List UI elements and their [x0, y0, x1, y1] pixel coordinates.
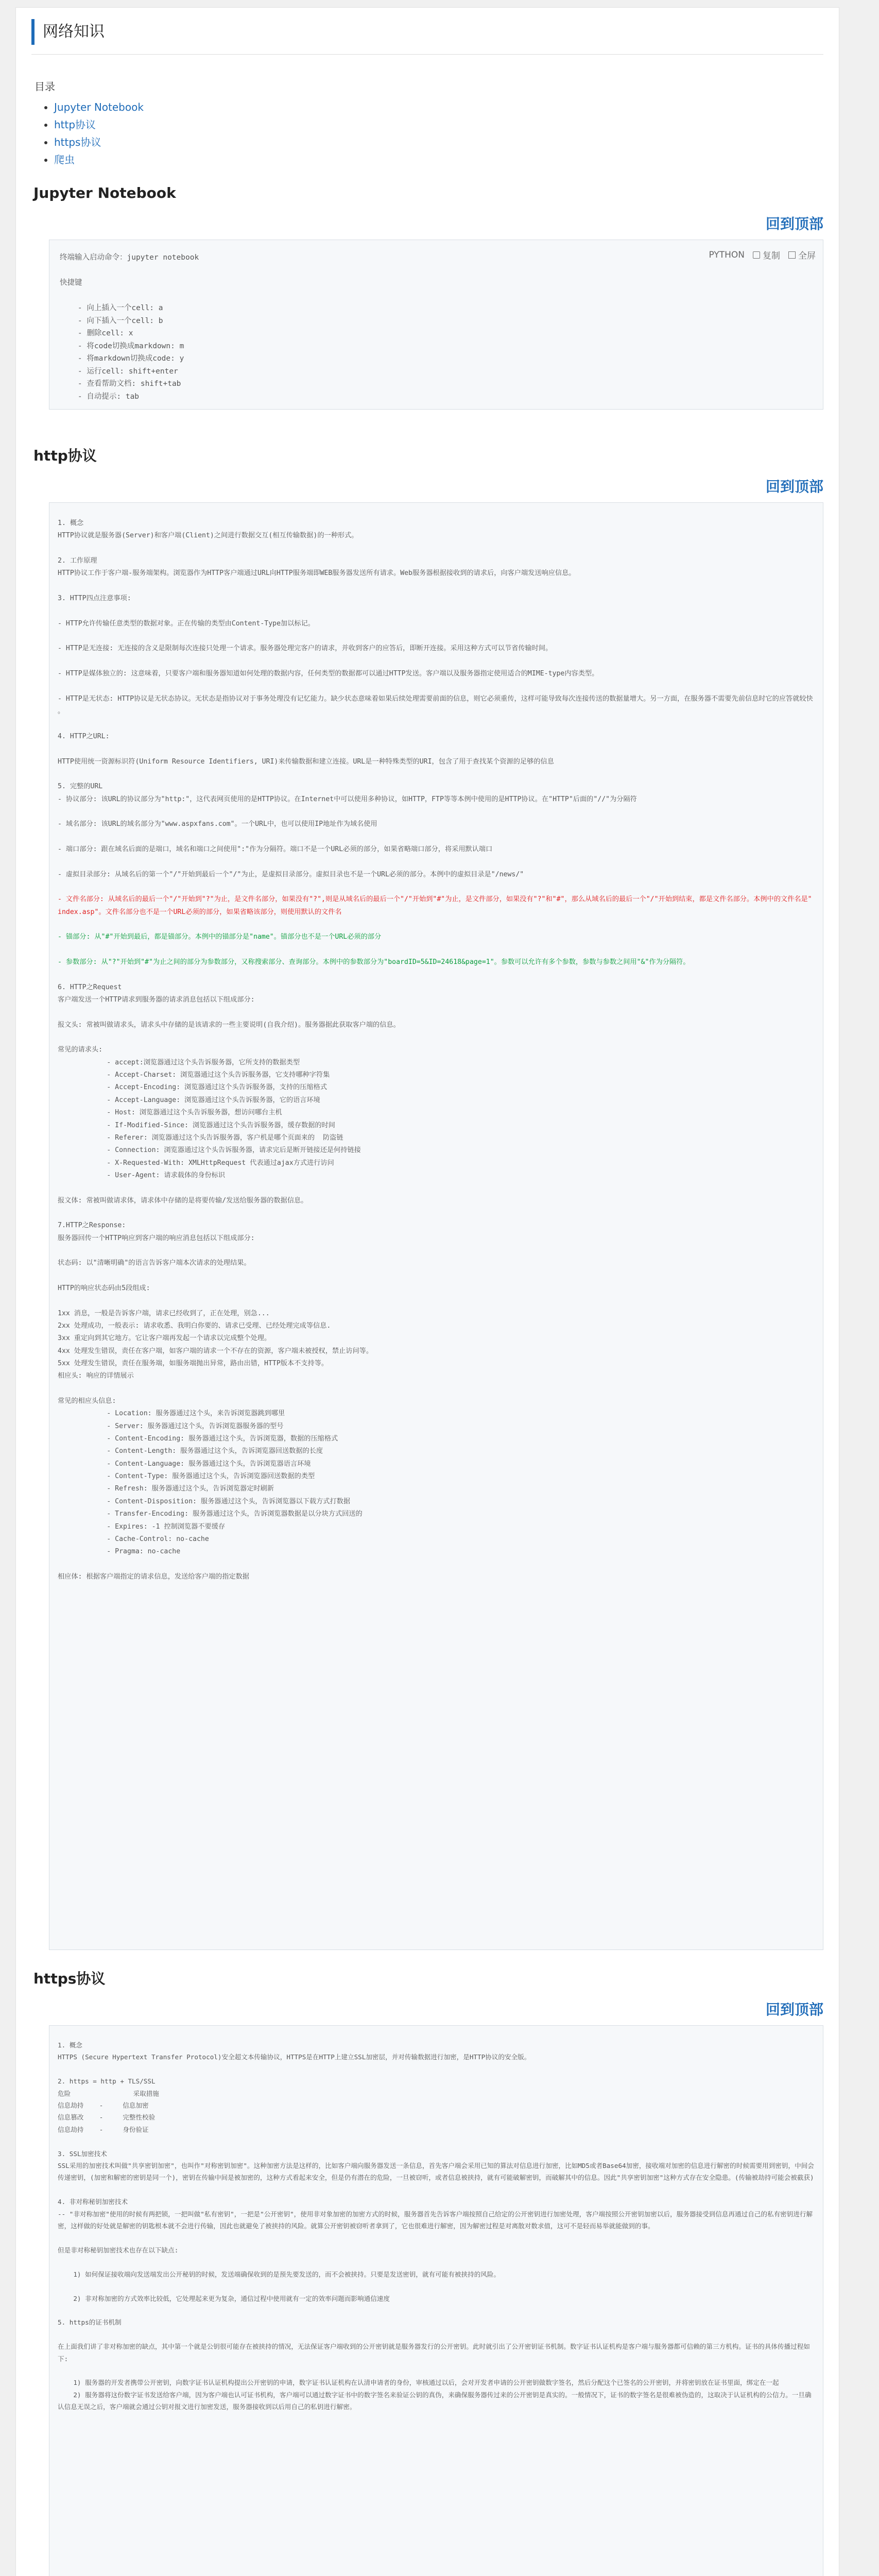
- code-line: [58, 1006, 815, 1019]
- page-title: 网络知识: [31, 19, 839, 45]
- code-line: - X-Requested-With: XMLHttpRequest 代表通过ajax方式进行访问: [58, 1159, 334, 1167]
- toc-link-https[interactable]: https协议: [54, 136, 101, 148]
- code-line: [60, 264, 813, 277]
- code-line: - If-Modified-Since: 浏览器通过这个头告诉服务器，缓存数据的时间: [58, 1121, 335, 1129]
- code-line: - Referer: 浏览器通过这个头告诉服务器，客户机是哪个页面来的 防盗链: [58, 1133, 343, 1142]
- table-of-contents: [16, 78, 839, 168]
- toc-item: [54, 98, 839, 116]
- toc-link-jupyter[interactable]: Jupyter Notebook: [54, 101, 144, 113]
- code-line: 密，这样做的好处就是解密的钥匙根本就不会进行传输，因此也就避免了被挟持的风险。就算公开密钥被窃听者拿到了，它也很难进行解密，因为解密过程是对离散对数求值，这可不是轻而易举就能做到的事。: [58, 2222, 654, 2230]
- code-line: [58, 1207, 815, 1219]
- code-line: 但是非对称秘钥加密技术也存在以下缺点:: [58, 2246, 179, 2254]
- code-line: 相应头: 响应的详情展示: [58, 1372, 134, 1380]
- code-line: 3. SSL加密技术: [58, 2149, 107, 2158]
- title-divider: [31, 54, 823, 55]
- code-toolbar: [709, 248, 816, 261]
- code-line: [58, 2329, 815, 2341]
- code-line: [58, 1031, 815, 1044]
- code-line: 2) 非对称加密的方式效率比较低，它处理起来更为复杂，通信过程中使用就有一定的效率问题而影响通信速度: [58, 2294, 390, 2302]
- code-line: - 将code切换成markdown: m: [60, 342, 184, 350]
- code-line: 状态码: 以"清晰明确"的语言告诉客户端本次请求的处理结果。: [58, 1259, 251, 1267]
- code-language-label: PYTHON: [709, 249, 745, 260]
- code-line: [58, 2365, 815, 2377]
- code-line: 1) 服务器的开发者携带公开密钥，向数字证书认证机构提出公开密钥的申请，数字证书认证机构在认清申请者的身份，审核通过以后，会对开发者申请的公开密钥做数字签名，然后分配这个已签名的公开密钥，并将密钥放在证书里面，绑定在一起: [58, 2379, 779, 2387]
- code-line: 传递密钥，(加密和解密的密钥是同一个)，密钥在传输中间是被加密的，这种方式看起来安全，但是仍有潜在的危险，一旦被窃听，或者信息被挟持，就有可能破解密钥，而破解其中的信息。因此"共享密钥加密"这种方式存在安全隐患。(传输被劫持可能会被截获): [58, 2174, 814, 2182]
- toc-item: [54, 116, 839, 133]
- code-line: - Content-Encoding: 服务器通过这个头，告诉浏览器，数据的压缩格式: [58, 1435, 338, 1443]
- code-line: 1xx 消息，一般是告诉客户端，请求已经收到了，正在处理，别急...: [58, 1309, 270, 1317]
- toc-link-crawler[interactable]: 爬虫: [54, 154, 75, 166]
- code-content: [49, 503, 823, 1598]
- code-line: [58, 2256, 815, 2268]
- code-line: 客户端发送一个HTTP请求到服务器的请求消息包括以下组成部分:: [58, 996, 255, 1004]
- code-line: 3xx 重定向到其它地方。它让客户端再发起一个请求以完成整个处理。: [58, 1334, 271, 1343]
- code-line: - Accept-Charset: 浏览器通过这个头告诉服务器，它支持哪种字符集: [58, 1071, 330, 1079]
- code-line: - 删除cell: x: [60, 329, 133, 337]
- code-line: index.asp"。文件名部分也不是一个URL必须的部分，如果省略该部分，则使用默认的文件名: [58, 908, 342, 916]
- code-line: [60, 290, 813, 302]
- code-line: 1. 概念: [58, 519, 84, 527]
- code-content: [49, 2026, 823, 2427]
- code-line: HTTP协议工作于客户端-服务端架构。浏览器作为HTTP客户端通过URL向HTTP服务端即WEB服务器发送所有请求。Web服务器根据接收到的请求后，向客户端发送响应信息。: [58, 569, 576, 578]
- toc-item: [54, 133, 839, 151]
- code-line: 2) 服务器将这份数字证书发送给客户端，因为客户端也认可证书机构，客户端可以通过数字证书中的数字签名来验证公钥的真伪，来确保服务器传过来的公开密钥是真实的。一般情况下，证书的数字签名是很难被伪造的，这取决于认证机构的公信力。一旦确: [58, 2391, 812, 2399]
- code-line: - HTTP是无状态: HTTP协议是无状态协议。无状态是指协议对于事务处理没有记忆能力。缺少状态意味着如果后续处理需要前面的信息，则它必须重传，这样可能导致每次连接传送的数据量增大。另一方面，在服务器不需要先前信息时它的应答就较快: [58, 694, 813, 703]
- code-content: [49, 240, 823, 410]
- code-line: - Content-Disposition: 服务器通过这个头，告诉浏览器以下载方式打数据: [58, 1497, 351, 1505]
- code-line: - 协议部分: 该URL的协议部分为"http:"，这代表网页使用的是HTTP协议。在Internet中可以使用多种协议，如HTTP，FTP等等本例中使用的是HTTP协议。在"HTTP"后面的"//"为分隔符: [58, 795, 637, 803]
- code-line: [58, 2232, 815, 2244]
- code-line: - accept:浏览器通过这个头告诉服务器，它所支持的数据类型: [58, 1058, 300, 1066]
- back-to-top-row: [16, 476, 839, 496]
- code-line: 危险 采取措施: [58, 2089, 159, 2097]
- code-line: - Accept-Encoding: 浏览器通过这个头告诉服务器，支持的压缩格式: [58, 1083, 328, 1092]
- code-line: - 向下插入一个cell: b: [60, 316, 163, 325]
- code-line: [58, 919, 815, 931]
- code-line: HTTPS (Secure Hypertext Transfer Protocol)安全超文本传输协议，HTTPS是在HTTP上建立SSL加密层，并对传输数据进行加密，是HTTP协议的安全版。: [58, 2053, 531, 2061]
- back-to-top-link[interactable]: 回到顶部: [765, 215, 823, 232]
- back-to-top-row: [16, 213, 839, 233]
- code-line: [58, 806, 815, 818]
- code-line: - Host: 浏览器通过这个头告诉服务器，想访问哪台主机: [58, 1109, 282, 1117]
- code-line: - 虚拟目录部分: 从域名后的第一个"/"开始到最后一个"/"为止，是虚拟目录部分。虚拟目录也不是一个URL必须的部分。本例中的虚拟目录是"/news/": [58, 870, 524, 878]
- article-container: [15, 7, 839, 2576]
- code-line: - Content-Length: 服务器通过这个头，告诉浏览器回送数据的长度: [58, 1447, 323, 1455]
- code-line: 5. https的证书机制: [58, 2318, 122, 2327]
- code-line: HTTP使用统一资源标识符(Uniform Resource Identifiers, URI)来传输数据和建立连接。URL是一种特殊类型的URI，包含了用于查找某个资源的足够的信息: [58, 757, 554, 766]
- section-heading-https: https协议: [33, 1970, 106, 1987]
- code-line: 信息劫持 - 身份验证: [58, 2125, 149, 2133]
- code-line: 1) 如何保证接收端向发送端发出公开秘钥的时候，发送端确保收到的是预先要发送的，而不会被挟持。只要是发送密钥，就有可能有被挟持的风险。: [58, 2270, 501, 2278]
- code-line: -- "非对称加密"使用的时候有两把锁，一把叫做"私有密钥"，一把是"公开密钥"，使用非对象加密的加密方式的时候，服务器首先告诉客户端按照自己给定的公开密钥进行加密处理，客户端按照公开密钥加密以后，服务器接受到信息再通过自己的私有密钥进行解: [58, 2210, 813, 2218]
- code-line: 下:: [58, 2354, 68, 2363]
- code-line: [58, 605, 815, 617]
- code-line: 常见的请求头:: [58, 1046, 103, 1054]
- code-line: - Transfer-Encoding: 服务器通过这个头，告诉浏览器数据是以分块方式回送的: [58, 1510, 363, 1518]
- code-line: 信息劫持 - 信息加密: [58, 2102, 149, 2110]
- code-line: [58, 2280, 815, 2292]
- code-line: 常见的相应头信息:: [58, 1397, 116, 1405]
- code-line: [58, 831, 815, 843]
- copy-icon: [753, 251, 760, 259]
- code-line: - Connection: 浏览器通过这个头告诉服务器，请求完后是断开链接还是何持链接: [58, 1146, 361, 1155]
- code-line: HTTP的响应状态码由5段组成:: [58, 1284, 150, 1292]
- code-line: - 运行cell: shift+enter: [60, 367, 178, 376]
- code-line: - 端口部分: 跟在域名后面的是端口，域名和端口之间使用":"作为分隔符。端口不是一个URL必须的部分，如果省略端口部分，将采用默认端口: [58, 845, 493, 853]
- code-line: 4. HTTP之URL:: [58, 732, 110, 740]
- code-line: - Content-Language: 服务器通过这个头，告诉浏览器语言环境: [58, 1460, 311, 1468]
- code-line: - 自动提示: tab: [60, 392, 140, 401]
- code-line: 3. HTTP四点注意事项:: [58, 595, 131, 603]
- code-line: [58, 1383, 815, 1395]
- code-line: [58, 2063, 815, 2075]
- code-line: - 文件名部分: 从域名后的最后一个"/"开始到"?"为止，是文件名部分，如果没有"?",则是从域名后的最后一个"/"开始到"#"为止，是文件部分，如果没有"?"和"#"，那么从域名后的最后一个"/"开始到结束，都是文件名部分。本例中的文件名是": [58, 895, 812, 904]
- code-line: HTTP协议就是服务器(Server)和客户端(Client)之间进行数据交互(相互传输数据)的一种形式。: [58, 532, 358, 540]
- code-line: - Location: 服务器通过这个头，来告诉浏览器跳到哪里: [58, 1410, 285, 1418]
- fullscreen-button[interactable]: 全屏: [788, 248, 816, 261]
- code-line: [58, 1270, 815, 1282]
- code-line: [58, 969, 815, 981]
- code-line: - Refresh: 服务器通过这个头，告诉浏览器定时刷新: [58, 1485, 274, 1493]
- code-line: [58, 2184, 815, 2196]
- code-line: - User-Agent: 请求载体的身份标识: [58, 1171, 226, 1179]
- code-line: - 查看帮助文档: shift+tab: [60, 380, 181, 388]
- code-line: - Content-Type: 服务器通过这个头，告诉浏览器回送数据的类型: [58, 1472, 315, 1481]
- copy-button[interactable]: 复制: [753, 248, 780, 261]
- code-line: [58, 680, 815, 692]
- code-line: [58, 856, 815, 868]
- code-line: [58, 743, 815, 755]
- code-block-jupyter: [49, 240, 823, 410]
- back-to-top-row: [16, 1998, 839, 2019]
- code-line: 4xx 处理发生错误，责任在客户端，如客户端的请求一个不存在的资源，客户端未被授权，禁止访问等。: [58, 1347, 373, 1355]
- code-line: [58, 543, 815, 555]
- code-line: 6. HTTP之Request: [58, 983, 122, 991]
- code-line: [58, 655, 815, 668]
- code-line: - HTTP允许传输任意类型的数据对象。正在传输的类型由Content-Type加以标记。: [58, 619, 315, 628]
- code-line: 。: [58, 707, 65, 716]
- code-line: [58, 881, 815, 893]
- back-to-top-link[interactable]: 回到顶部: [765, 478, 823, 495]
- code-line: [58, 1182, 815, 1194]
- code-line: - Accept-Language: 浏览器通过这个头告诉服务器，它的语言环境: [58, 1096, 320, 1104]
- code-line: 7.HTTP之Response:: [58, 1222, 126, 1230]
- code-line: 4. 非对称秘钥加密技术: [58, 2198, 128, 2206]
- section-heading-jupyter: Jupyter Notebook: [33, 184, 176, 201]
- code-line: - Server: 服务器通过这个头，告诉浏览器服务器的型号: [58, 1422, 284, 1430]
- code-line: 在上面我们讲了非对称加密的缺点，其中第一个就是公钥很可能存在被挟持的情况，无法保证客户端收到的公开密钥就是服务器发行的公开密钥。此时就引出了公开密钥证书机制。数字证书认证机构是客户端与服务器都可信赖的第三方机构。证书的具体传播过程如: [58, 2343, 810, 2351]
- code-line: [58, 768, 815, 781]
- code-line: 服务器回传一个HTTP响应到客户端的响应消息包括以下组成部分:: [58, 1234, 255, 1242]
- code-line: - Expires: -1 控制浏览器不要缓存: [58, 1522, 226, 1531]
- code-line: 5xx 处理发生错误，责任在服务端，如服务端抛出异常，路由出错，HTTP版本不支持等。: [58, 1360, 329, 1368]
- toc-link-http[interactable]: http协议: [54, 118, 96, 131]
- code-line: [58, 1295, 815, 1307]
- code-line: [58, 1558, 815, 1571]
- code-line: [58, 2304, 815, 2316]
- code-line: [58, 1245, 815, 1257]
- code-line: 2. 工作原理: [58, 557, 97, 565]
- code-line: 信息篡改 - 完整性校验: [58, 2113, 156, 2122]
- code-line: [58, 630, 815, 642]
- fullscreen-icon: [788, 251, 796, 259]
- code-line: SSL采用的加密技术叫做"共享密钥加密"，也叫作"对称密钥加密"。这种加密方法是这样的，比如客户端向服务器发送一条信息，首先客户端会采用已知的算法对信息进行加密，比如MD5或者Base64加密，接收端对加密的信息进行解密的时候需要用到密钥，中间会: [58, 2162, 814, 2170]
- code-line: - 域名部分: 该URL的域名部分为"www.aspxfans.com"。一个URL中，也可以使用IP地址作为域名使用: [58, 820, 377, 828]
- code-line: - 向上插入一个cell: a: [60, 304, 163, 312]
- code-block-http: [49, 502, 823, 1950]
- code-line: - 锚部分: 从"#"开始到最后，都是锚部分。本例中的锚部分是"name"。锚部分也不是一个URL必须的部分: [58, 933, 382, 941]
- section-heading-http: http协议: [33, 447, 97, 464]
- code-line: [58, 2136, 815, 2147]
- code-line: - HTTP是无连接: 无连接的含义是限制每次连接只处理一个请求。服务器处理完客户的请求，并收到客户的应答后，即断开连接。采用这种方式可以节省传输时间。: [58, 645, 553, 653]
- code-line: 认信息无误之后，客户端就会通过公钥对报文进行加密发送，服务器接收到以后用自己的私钥进行解密。: [58, 2403, 356, 2411]
- code-line: 报文头: 常被叫做请求头，请求头中存储的是该请求的一些主要说明(自我介绍)。服务器据此获取客户端的信息。: [58, 1021, 400, 1029]
- code-line: 相应体: 根据客户端指定的请求信息，发送给客户端的指定数据: [58, 1572, 249, 1581]
- code-line: [58, 718, 815, 731]
- code-line: 5. 完整的URL: [58, 783, 103, 791]
- code-line: [58, 944, 815, 956]
- toc-item: [54, 151, 839, 168]
- code-line: 2. https = http + TLS/SSL: [58, 2077, 156, 2086]
- code-line: - Cache-Control: no-cache: [58, 1535, 209, 1543]
- code-line: - 参数部分: 从"?"开始到"#"为止之间的部分为参数部分，又称搜索部分、查询部分。本例中的参数部分为"boardID=5&ID=24618&page=1"。参数可以允许有多个参数，参数与参数之间用"&"作为分隔符。: [58, 958, 690, 967]
- code-line: 2xx 处理成功，一般表示: 请求收悉、我明白你要的、请求已受理、已经处理完成等信息.: [58, 1322, 331, 1330]
- code-line: 1. 概念: [58, 2041, 82, 2049]
- code-line: - HTTP是媒体独立的: 这意味着，只要客户端和服务器知道如何处理的数据内容，任何类型的数据都可以通过HTTP发送。客户端以及服务器指定使用适合的MIME-type内容类型。: [58, 670, 599, 678]
- code-line: - Pragma: no-cache: [58, 1548, 181, 1556]
- toc-title: 目录: [35, 80, 55, 93]
- code-block-https: [49, 2025, 823, 2576]
- code-line: 快捷键: [60, 279, 82, 287]
- back-to-top-link[interactable]: 回到顶部: [765, 2001, 823, 2018]
- code-line: 终端输入启动命令：jupyter notebook: [60, 253, 199, 262]
- code-line: 报文体: 常被叫做请求体，请求体中存储的是将要传输/发送给服务器的数据信息。: [58, 1196, 308, 1205]
- code-line: [58, 580, 815, 592]
- code-line: - 将markdown切换成code: y: [60, 354, 184, 363]
